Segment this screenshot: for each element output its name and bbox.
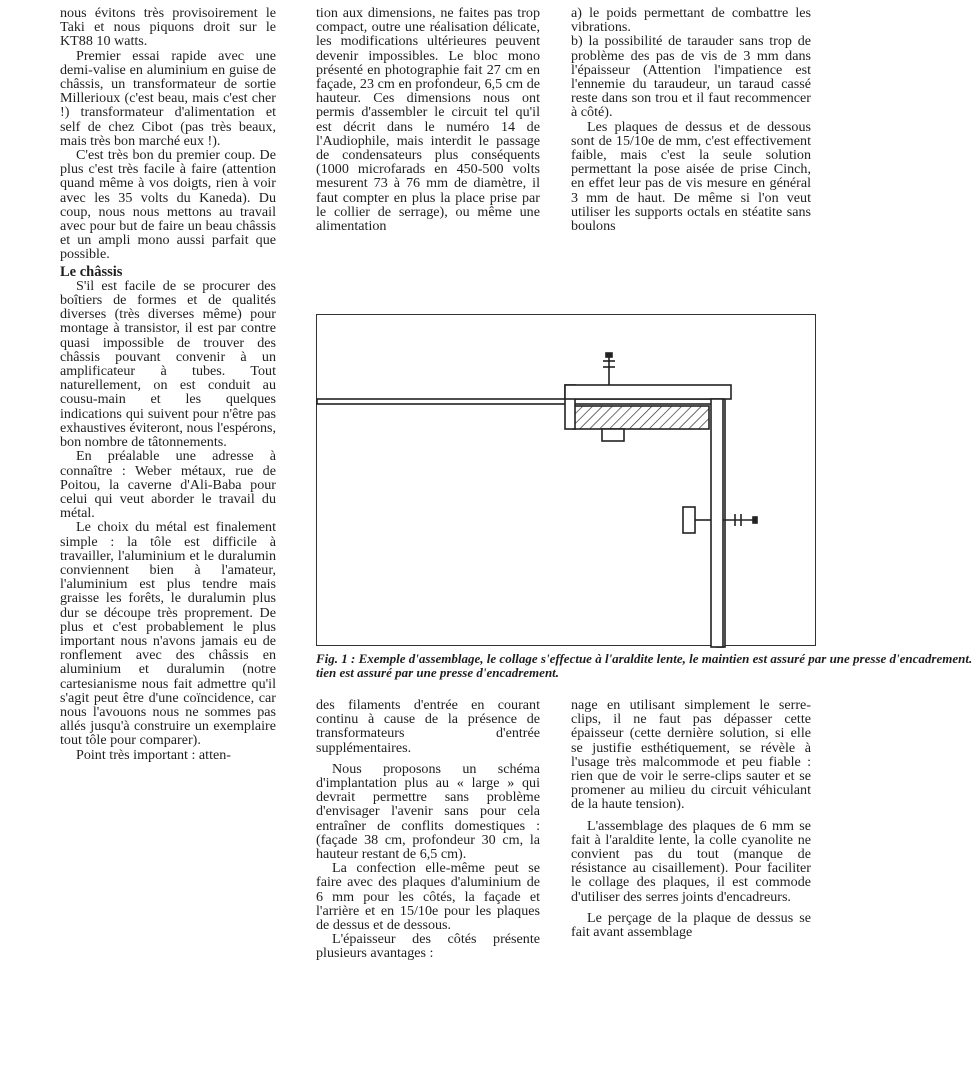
assembly-figure: [316, 314, 816, 646]
text-column-4: [316, 698, 540, 961]
paragraph: nage en utilisant simplement le serre-clips, il ne faut pas dépasser cette épaisseur (cette dernière solution, si elle se justifie esthétiquement, se révèle à l'usage très malcommode et peu fiable : rien que de voir le serre-clips sauter et se promener au milieu du circuit véhiculant de la haute tension).: [571, 697, 811, 813]
paragraph: Point très important : atten-: [76, 746, 232, 763]
paragraph: Le choix du métal est finalement simple : la tôle est difficile à travailler, l'aluminium et le duralumin conviennent bien à l'amateur, l'aluminium est plus tendre mais graisse les forêts, le duralumin plus dur se découpe très proprement. De plus et c'est probablement le plus important nous n'avons jamais eu de ronflement avec des châssis en aluminium et duralumin (notre cartesianisme nous fait admettre qu'il s'agit peut être d'une coïncidence, car nous l'avouons nous ne sommes pas allés jusqu'à construire un exemplaire tout tôle pour comparer).: [60, 519, 276, 749]
clamp-block: [573, 406, 709, 429]
paragraph: des filaments d'entrée en courant continu à cause de la présence de transformateurs d'entrée supplémentaires.: [316, 697, 540, 756]
paragraph: En préalable une adresse à connaître : Weber métaux, rue de Poitou, la caverne d'Ali-Baba pour celui qui veut aborder le travail du métal.: [60, 448, 276, 522]
paragraph: tion aux dimensions, ne faites pas trop compact, outre une réalisation délicate, les modifications ultérieures peuvent devenir impossibles. Le bloc mono présenté en photographie fait 27 cm en façade, 23 cm en profondeur, 6,5 cm de hauteur. Ces dimensions nous ont permis d'assembler le circuit tel qu'il est décrit dans le numéro 14 de l'Audiophile, mais interdit le passage de condensateurs plus conséquents (1000 microfarads en 450-500 volts mesurent 73 à 76 mm de diamètre, il faut compter en plus la place prise par le collier de serrage), ou même une alimentation: [316, 5, 540, 235]
assembly-diagram: [317, 315, 817, 647]
paragraph: Le perçage de la plaque de dessus se fait avant assemblage: [571, 909, 811, 941]
paragraph: L'assemblage des plaques de 6 mm se fait à l'araldite lente, la colle cyanolite ne convient pas du tout (manque de résistance au cisaillement). Pour faciliter le collage des plaques, il est commode d'utiliser des serres joints d'encadreurs.: [571, 817, 811, 905]
text-column-3: [571, 6, 811, 233]
section-heading: Le châssis: [60, 263, 123, 280]
text-column-2: [316, 6, 540, 233]
text-column-1: [60, 6, 276, 762]
caption-line: Fig. 1 : Exemple d'assemblage, le collage s'effectue à l'araldite lente, le maintien est assuré par une presse d'encadrement.: [316, 651, 972, 666]
paragraph: nous évitons très provisoirement le Taki et nous piquons droit sur le KT88 10 watts.: [60, 5, 276, 50]
paragraph: b) la possibilité de tarauder sans trop de problème des pas de vis de 3 mm dans l'épaisseur (Attention l'impatience est l'ennemie du taraudeur, un taraud cassé reste dans son trou et il faut recommencer à côté).: [571, 33, 811, 121]
paragraph: Premier essai rapide avec une demi-valise en aluminium en guise de châssis, un transformateur de sortie Millerioux (c'est beau, mais c'est cher !) transformateur d'alimentation et self de chez Cibot (pas très beaux, mais très bon marché eux !).: [60, 47, 276, 149]
paragraph: Les plaques de dessus et de dessous sont de 15/10e de mm, c'est effectivement faible, mais c'est la seule solution permettant la pose aisée de prise Cinch, en effet leur pas de vis mesure en général 3 mm de haut. De même si l'on veut utiliser les supports octals en stéatite sans boulons: [571, 118, 811, 235]
caption-line: tien est assuré par une presse d'encadrement.: [316, 665, 560, 680]
paragraph: S'il est facile de se procurer des boîtiers de formes et de qualités diverses (très diverses même) pour montage à transistor, il est par contre quasi impossible de trouver des châssis pouvant convenir à un amplificateur à tubes. Tout naturellement, on est conduit au cousu-main et les quelques indications qui suivent pour n'être pas exhaustives éviteront, nous l'espérons, bon nombre de tâtonnements.: [60, 277, 276, 451]
figure-caption: [316, 651, 972, 680]
text-column-5: [571, 698, 811, 939]
paragraph: L'épaisseur des côtés présente plusieurs avantages :: [316, 931, 540, 962]
paragraph: La confection elle-même peut se faire avec des plaques d'aluminium de 6 mm pour les côtés, la façade et l'arrière et en 15/10e pour les plaques de dessus et de dessous.: [316, 860, 540, 934]
paragraph: C'est très bon du premier coup. De plus c'est très facile à faire (attention quand même à vos doigts, rien à voir avec les 35 volts du Kaneda). Du coup, nous nous mettons au travail avec pour but de faire un beau châssis et un ampli mono aussi parfait que possible.: [60, 147, 276, 263]
paragraph: Nous proposons un schéma d'implantation plus au « large » qui devrait permettre sans problème d'envisager l'avenir sans pour cela entraîner de conflits domestiques : (façade 38 cm, profondeur 30 cm, la hauteur restant de 6,5 cm).: [316, 760, 540, 863]
paragraph: a) le poids permettant de combattre les vibrations.: [571, 5, 811, 36]
